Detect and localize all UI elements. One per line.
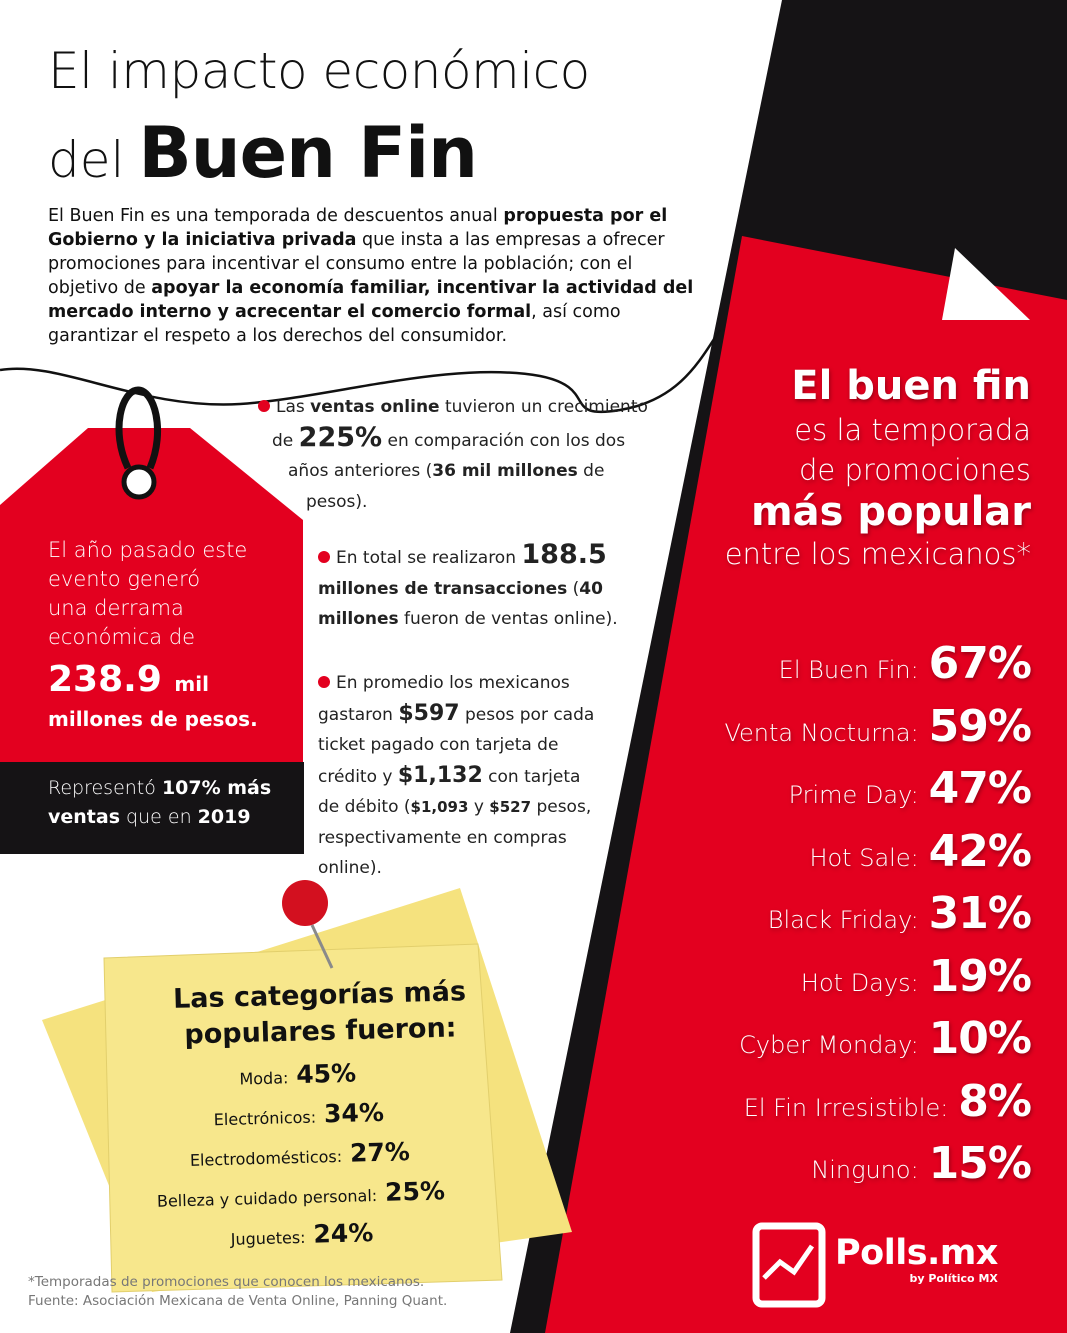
tag-line-3: una derrama xyxy=(48,596,184,620)
b1-bold-1: ventas online xyxy=(310,397,440,417)
tag-line-4: económica de xyxy=(48,625,196,649)
promotion-row xyxy=(551,701,1031,764)
category-name: Belleza y cuidado personal: xyxy=(156,1185,378,1211)
growth-bold-1: 107% más ventas xyxy=(48,777,272,828)
tag-text xyxy=(48,536,298,732)
category-value: 34% xyxy=(323,1097,385,1129)
promotion-name: Hot Sale: xyxy=(809,843,919,872)
b3-text-9: pesos, xyxy=(531,797,592,817)
footnote xyxy=(28,1273,447,1311)
promotion-value: 31% xyxy=(928,888,1031,939)
promotion-row xyxy=(551,1138,1031,1201)
promotion-list xyxy=(551,638,1031,1201)
promotion-value: 19% xyxy=(928,950,1031,1002)
brand-name: Polls.mx xyxy=(835,1233,998,1273)
b3-text-6: con tarjeta xyxy=(482,766,581,787)
b3-small-2: $527 xyxy=(489,798,532,816)
promotion-name: Black Friday: xyxy=(767,906,919,934)
tag-hole xyxy=(124,467,154,497)
popular-season-heading xyxy=(611,362,1031,574)
growth-text xyxy=(48,774,298,832)
category-value: 27% xyxy=(349,1137,411,1168)
category-value: 45% xyxy=(295,1058,357,1090)
promotion-name: El Buen Fin: xyxy=(778,656,919,684)
promotion-row xyxy=(551,763,1031,826)
b3-text-8: y xyxy=(468,797,490,817)
growth-bold-2: 2019 xyxy=(197,806,251,828)
promotion-row xyxy=(551,1076,1031,1139)
footnote-line-1: *Temporadas de promociones que conocen los mexicanos. xyxy=(28,1274,425,1290)
intro-paragraph xyxy=(48,204,698,348)
bullet-dot-icon xyxy=(258,400,270,412)
b1-bold-2: 36 mil millones xyxy=(432,461,578,481)
category-value: 25% xyxy=(384,1176,446,1207)
footnote-line-2: Fuente: Asociación Mexicana de Venta Online, Panning Quant. xyxy=(28,1293,448,1309)
heading-line-3: de promociones xyxy=(799,453,1031,487)
promotion-value: 67% xyxy=(928,638,1031,689)
growth-text-1: Representó xyxy=(48,777,162,799)
b3-text-1: En promedio los mexicanos xyxy=(336,673,570,693)
promotion-value: 15% xyxy=(928,1138,1031,1189)
b1-big: 225% xyxy=(298,421,383,453)
brand-subtitle: by Político MX xyxy=(909,1272,998,1285)
b2-big: 188.5 xyxy=(521,539,607,570)
intro-text-1: El Buen Fin es una temporada de descuentos anual xyxy=(48,206,504,226)
categories-title-1: Las categorías más xyxy=(172,976,467,1015)
tag-amount-line-2: millones de pesos. xyxy=(48,707,258,731)
b3-text-10: respectivamente en compras xyxy=(318,827,567,848)
b2-bold-2: 40 xyxy=(579,578,603,599)
b3-money-2: $1,132 xyxy=(397,762,483,788)
b3-text-7: de débito ( xyxy=(318,797,411,817)
promotion-row xyxy=(551,951,1031,1014)
heading-line-5: entre los mexicanos* xyxy=(724,537,1031,571)
intro-text-3: , así como garantizar el respeto a los derechos del consumidor. xyxy=(48,302,621,346)
categories-title-2: populares fueron: xyxy=(184,1012,457,1051)
promotion-name: Hot Days: xyxy=(800,968,919,997)
category-name: Juguetes: xyxy=(230,1227,306,1249)
promotion-row xyxy=(551,826,1031,889)
b2-bold-1: millones de transacciones xyxy=(318,578,568,599)
b1-text-3: de xyxy=(272,430,299,451)
title-line-2 xyxy=(48,112,477,194)
promotion-name: Prime Day: xyxy=(788,781,919,809)
heading-line-1: El buen fin xyxy=(791,363,1031,409)
b1-text-7: pesos). xyxy=(306,491,368,512)
b2-text-3: fueron de ventas online). xyxy=(398,609,618,629)
promotion-row xyxy=(551,888,1031,951)
tag-line-1: El año pasado este xyxy=(48,538,248,562)
promotion-name: Ninguno: xyxy=(811,1156,919,1184)
bullet-dot-icon xyxy=(318,676,330,688)
categories-list xyxy=(107,1055,492,1265)
b1-text-5: años anteriores ( xyxy=(288,461,433,481)
title-line-1: El impacto económico xyxy=(48,42,590,100)
category-value: 24% xyxy=(313,1218,374,1249)
promotion-value: 47% xyxy=(928,763,1031,814)
b3-text-3: pesos por cada xyxy=(459,704,595,725)
heading-line-2: es la temporada xyxy=(794,413,1031,447)
title-del: del xyxy=(48,131,125,189)
promotion-name: Venta Nocturna: xyxy=(724,718,919,747)
intro-bold-1: propuesta por el Gobierno y la iniciativa privada xyxy=(48,206,668,250)
promotion-value: 8% xyxy=(958,1075,1031,1127)
tag-amount-value: 238.9 xyxy=(48,659,162,700)
pushpin-icon xyxy=(282,880,328,926)
bullet-transactions xyxy=(318,540,658,635)
heading-line-4: más popular xyxy=(750,489,1031,535)
intro-bold-2: apoyar la economía familiar, incentivar la actividad del mercado interno y acrecentar el comercio formal xyxy=(48,278,694,322)
b3-text-11: online). xyxy=(318,858,382,878)
categories-title xyxy=(149,974,491,1055)
b3-money-1: $597 xyxy=(398,700,460,726)
tag-amount-unit: mil xyxy=(174,672,209,696)
intro-text-2: que insta a las empresas a ofrecer promociones para incentivar el consumo entre la población; con el objetivo de xyxy=(48,230,665,298)
b3-text-2: gastaron xyxy=(318,704,399,725)
b1-text-1: Las xyxy=(276,397,311,417)
b2-bold-3: millones xyxy=(318,609,399,629)
brand-logo xyxy=(835,1232,998,1285)
promotion-row xyxy=(551,1013,1031,1076)
category-name: Moda: xyxy=(239,1068,289,1089)
promotion-row xyxy=(551,638,1031,701)
b3-text-4: ticket pagado con tarjeta de xyxy=(318,735,559,755)
tag-line-2: evento generó xyxy=(48,567,201,591)
category-name: Electrónicos: xyxy=(213,1107,317,1130)
b3-small-1: $1,093 xyxy=(410,798,469,816)
tag-amount xyxy=(48,658,298,706)
promotion-value: 59% xyxy=(928,700,1031,752)
b2-text-2: ( xyxy=(567,578,580,599)
promotion-value: 42% xyxy=(928,825,1031,877)
growth-text-2: que en xyxy=(120,806,198,828)
promotion-name: Cyber Monday: xyxy=(739,1031,919,1059)
b1-text-2: tuvieron un crecimiento xyxy=(439,397,648,417)
b1-text-4: en comparación con los dos xyxy=(382,430,626,451)
bullet-dot-icon xyxy=(318,551,330,563)
b2-text-1: En total se realizaron xyxy=(336,548,522,568)
b3-text-5: crédito y xyxy=(318,766,398,787)
promotion-value: 10% xyxy=(928,1013,1031,1064)
title-buen-fin: Buen Fin xyxy=(138,112,477,194)
category-name: Electrodomésticos: xyxy=(189,1146,343,1170)
promotion-name: El Fin Irresistible: xyxy=(743,1093,949,1122)
b1-text-6: de xyxy=(577,461,605,481)
